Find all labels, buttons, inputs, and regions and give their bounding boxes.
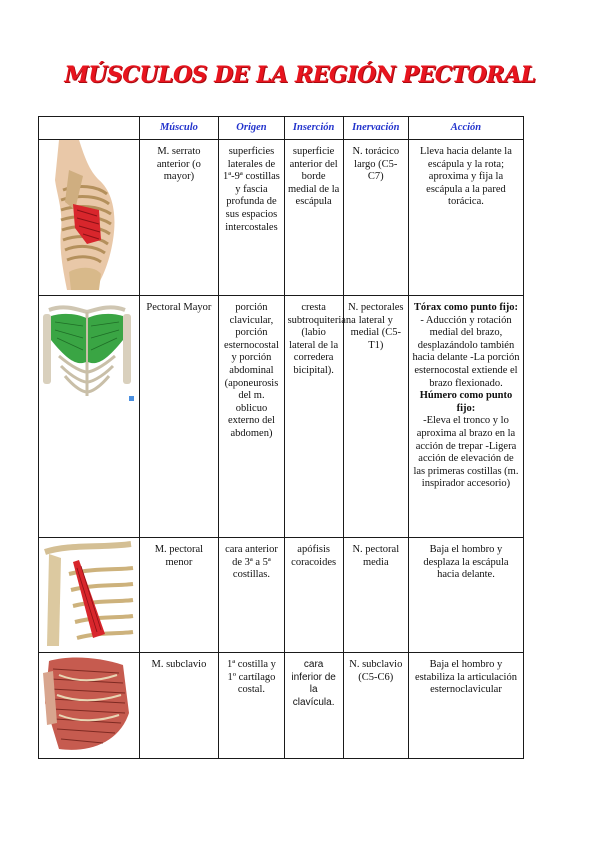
page-title: MÚSCULOS DE LA REGIÓN PECTORAL bbox=[64, 62, 536, 88]
table-row bbox=[39, 296, 524, 538]
action-text-thorax: - Aducción y rotación medial del brazo, desplazándolo también hacia delante -La porción esternocostal extiende el brazo flexionado. bbox=[412, 314, 520, 389]
serratus-anterior-illustration bbox=[39, 140, 140, 296]
muscle-name: M. serrato anterior (o mayor) bbox=[156, 146, 201, 183]
header-origin: Origen bbox=[219, 117, 284, 140]
action-text-humerus: -Eleva el tronco y lo aproxima al brazo en la acción de trepar -Ligera acción de elevación de las primeras costillas (m. inspirador accesorio) bbox=[413, 415, 519, 490]
muscle-insertion: apófisis coracoides bbox=[291, 544, 337, 568]
muscle-insertion: cara inferior de la clavícula. bbox=[291, 659, 336, 708]
muscle-origin: 1ª costilla y 1º cartílago costal. bbox=[226, 659, 276, 696]
subclavius-illustration bbox=[39, 653, 140, 759]
muscles-table bbox=[38, 116, 524, 759]
pectoralis-major-illustration bbox=[39, 296, 140, 538]
muscle-innervation: N. subclavio (C5-C6) bbox=[349, 659, 403, 683]
muscle-innervation: N. pectoral media bbox=[352, 544, 400, 568]
header-muscle: Músculo bbox=[139, 117, 219, 140]
muscle-name: M. pectoral menor bbox=[154, 544, 204, 568]
header-action: Acción bbox=[408, 117, 523, 140]
muscle-action: Baja el hombro y desplaza la escápula hacia delante. bbox=[423, 544, 509, 581]
subclavius-image bbox=[39, 653, 135, 755]
table-row bbox=[39, 653, 524, 759]
muscle-origin: porción clavicular, porción esternocostal y porción abdominal (aponeurosis del m. oblicuo externo del abdomen) bbox=[224, 302, 279, 439]
muscle-action: Baja el hombro y estabiliza la articulación esternoclavicular bbox=[414, 659, 517, 696]
action-heading-thorax: Tórax como punto fijo: bbox=[413, 302, 519, 313]
header-image bbox=[39, 117, 140, 140]
muscle-innervation: N. torácico largo (C5-C7) bbox=[352, 146, 400, 183]
muscle-name: Pectoral Mayor bbox=[146, 302, 212, 313]
header-innervation: Inervación bbox=[343, 117, 408, 140]
pectoralis-minor-image bbox=[39, 538, 135, 648]
muscle-name: M. subclavio bbox=[151, 659, 207, 670]
muscle-action bbox=[409, 296, 523, 491]
table-header-row bbox=[39, 117, 524, 140]
pectoralis-major-image bbox=[39, 296, 135, 406]
table-row bbox=[39, 140, 524, 296]
muscle-innervation: N. pectorales lateral y medial (C5-T1) bbox=[348, 302, 404, 351]
muscle-origin: superficies laterales de 1ª-9ª costillas y fascia profunda de sus espacios intercostales bbox=[223, 146, 280, 233]
muscle-action: Lleva hacia delante la escápula y la rota; aproxima y fija la escápula a la pared torácica. bbox=[420, 146, 512, 208]
muscle-insertion: superficie anterior del borde medial de la escápula bbox=[287, 146, 340, 208]
muscle-origin: cara anterior de 3ª a 5ª costillas. bbox=[225, 544, 278, 581]
header-insertion: Inserción bbox=[284, 117, 343, 140]
action-heading-humerus: Húmero como punto fijo: bbox=[419, 390, 513, 414]
pectoralis-minor-illustration bbox=[39, 538, 140, 653]
table-row bbox=[39, 538, 524, 653]
serratus-anterior-image bbox=[39, 140, 135, 290]
muscle-insertion: cresta subtroquiteriana (labio lateral de la corredera bicipital). bbox=[287, 302, 356, 376]
